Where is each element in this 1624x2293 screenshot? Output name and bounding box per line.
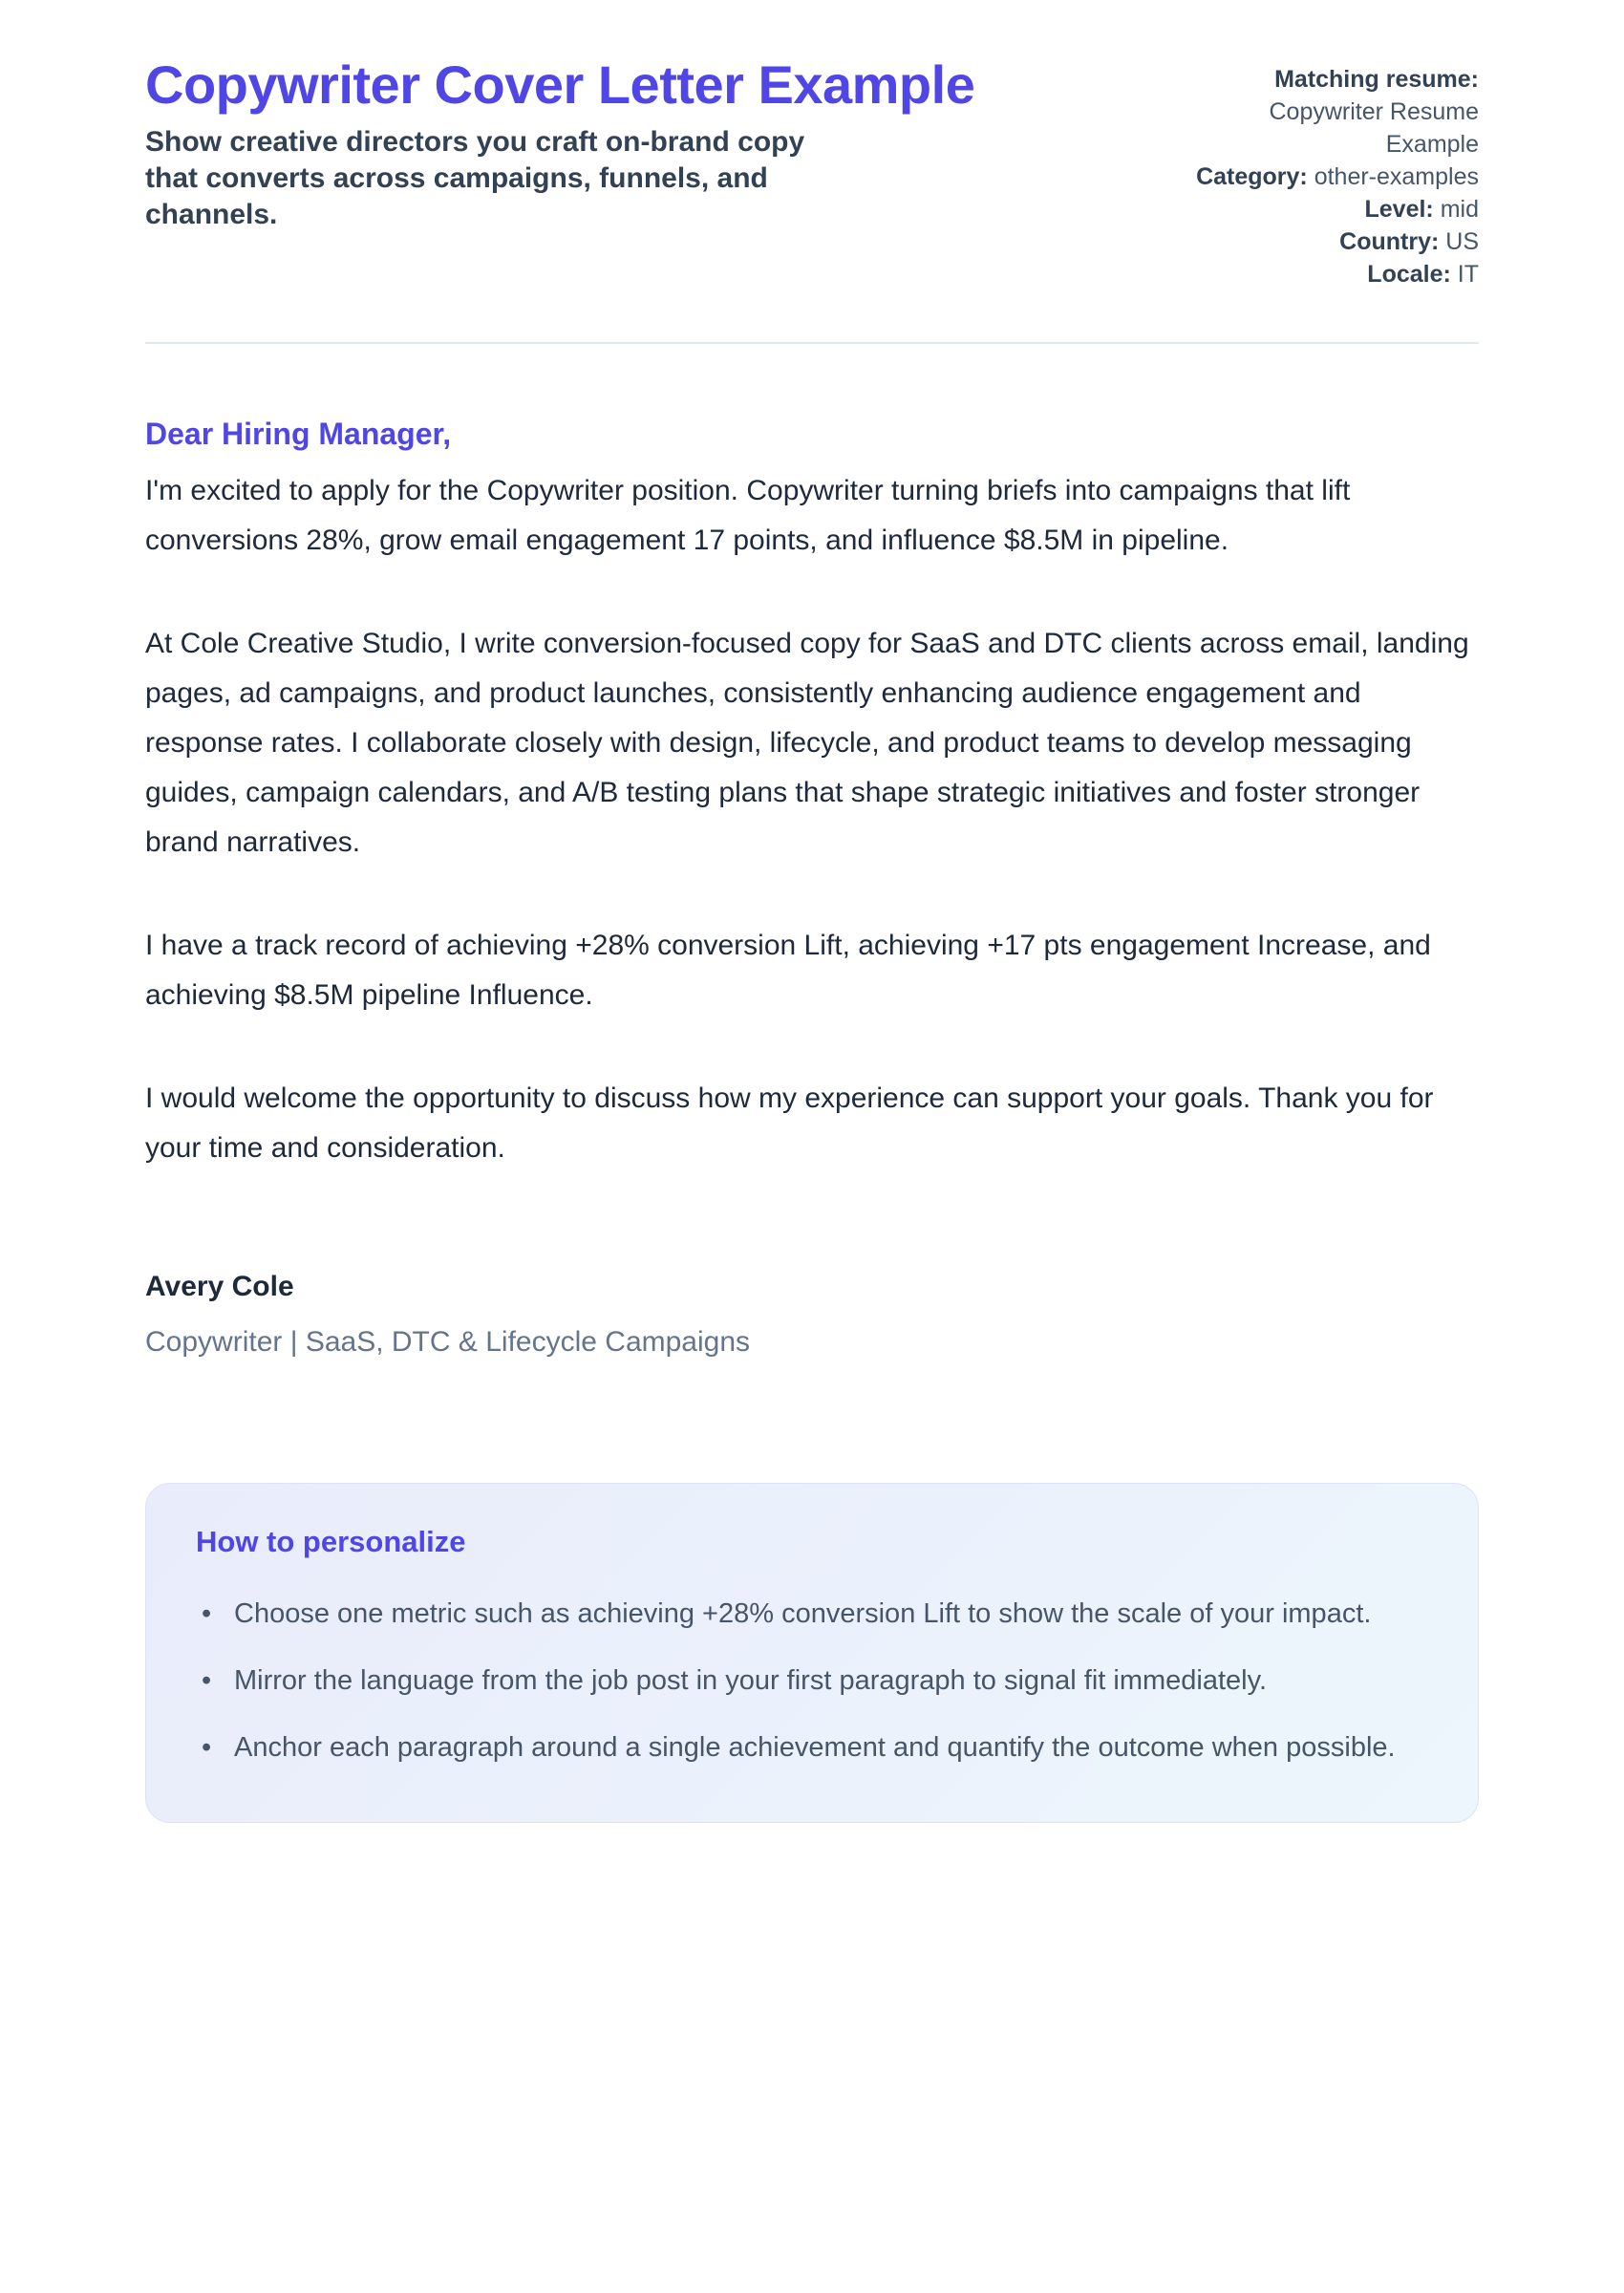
meta-label: Level: [1364,196,1434,223]
resume-meta-list [1181,55,1479,290]
letter-paragraph: I would welcome the opportunity to discuss how my experience can support your goals. Thank you for your time and consideration. [145,1082,1434,1164]
page-title: Copywriter Cover Letter Example [145,54,975,115]
resume-meta-item: Category: other-examples [1196,163,1479,190]
salutation: Dear Hiring Manager, [145,417,452,451]
letter-paragraph: I have a track record of achieving +28% conversion Lift, achieving +17 pts engagement Increase, and achieving $8.5M pipeline Influence. [145,930,1431,1011]
meta-label: Country: [1339,228,1440,255]
page-content [145,0,1479,1823]
cover-letter-body [145,415,1479,1361]
resume-meta-item: Level: mid [1364,196,1479,223]
tip-item: • Choose one metric such as achieving +28% conversion Lift to show the scale of your impact. [196,1589,1428,1639]
tips-heading: How to personalize [196,1525,466,1558]
resume-meta-item: Country: US [1339,228,1479,255]
letter-paragraph-list [145,466,1479,1173]
resume-meta-item: Matching resume: Copywriter Resume Example [1269,66,1479,158]
header-divider [145,342,1479,344]
tips-list [196,1589,1428,1772]
resume-meta-item: Locale: IT [1367,261,1479,288]
letter-paragraph: I'm excited to apply for the Copywriter position. Copywriter turning briefs into campaigns that lift conversions 28%, grow email engagement 17 points, and influence $8.5M in pipeline. [145,475,1351,556]
signature-block [145,1269,1479,1361]
tip-item: • Anchor each paragraph around a single achievement and quantify the outcome when possible. [196,1723,1428,1772]
title-block [145,55,1146,233]
article-header [145,55,1479,290]
meta-label: Category: [1196,163,1308,190]
personalize-tips-box [145,1483,1479,1823]
signature-role: Copywriter | SaaS, DTC & Lifecycle Campaigns [145,1326,751,1358]
tip-item: • Mirror the language from the job post in your first paragraph to signal fit immediately. [196,1656,1428,1705]
signature-name: Avery Cole [145,1271,294,1302]
meta-label: Locale: [1367,261,1451,288]
meta-label: Matching resume: [1274,66,1479,93]
letter-paragraph: At Cole Creative Studio, I write conversion-focused copy for SaaS and DTC clients across email, landing pages, ad campaigns, and product launches, consistently enhancing audience engagement and response rates. I collaborate closely with design, lifecycle, and product teams to develop messaging guides, campaign calendars, and A/B testing plans that shape strategic initiatives and foster stronger brand narratives. [145,628,1469,858]
page-subtitle: Show creative directors you craft on-brand copy that converts across campaigns, funnels, and channels. [145,126,805,230]
